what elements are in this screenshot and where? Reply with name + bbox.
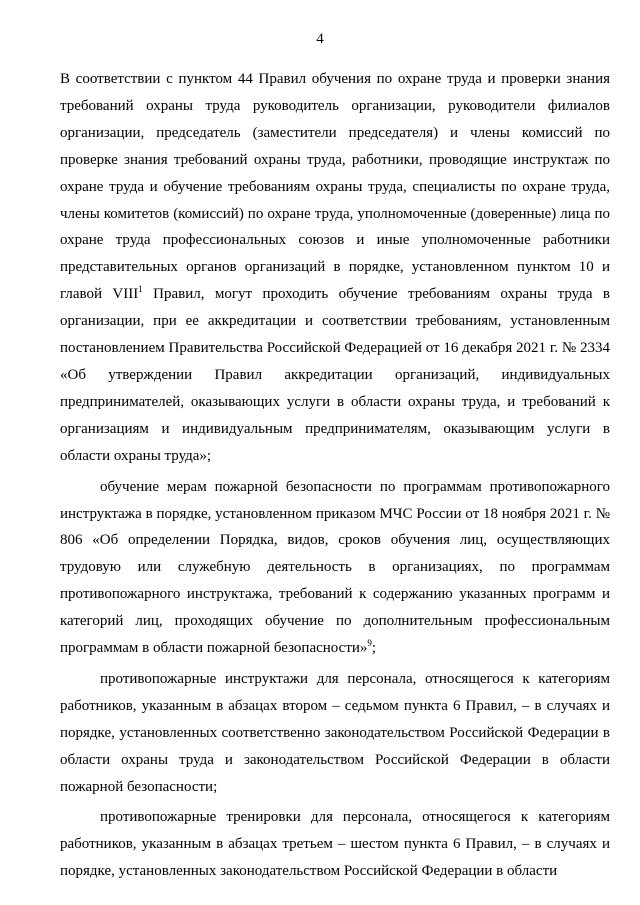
paragraph-text: В соответствии с пунктом 44 Правил обучения по охране труда и проверки знания требований охраны труда руководитель организации, руководители филиалов организации, председатель (заместители председателя) и члены комиссий по проверке знания требований охраны труда, работники, проводящие инструктаж по охране труда и обучение требованиям охраны труда, специалисты по охране труда, члены комитетов (комиссий) по охране труда, уполномоченные (доверенные) лица по охране труда профессиональных союзов и иные уполномоченные работники представительных органов организаций в порядке, установленном пунктом 10 и главой VIII xyxy=(60,71,610,303)
paragraph-text: обучение мерам пожарной безопасности по программам противопожарного инструктажа в порядке, установленном приказом МЧС России от 18 ноября 2021 г. № 806 «Об определении Порядка, видов, сроков обучения лиц, осуществляющих трудовую или служебную деятельность в организациях, по программам противопожарного инструктажа, требований к содержанию указанных программ и категорий лиц, проходящих обучение по дополнительным профессиональным программам в области пожарной безопасности» xyxy=(60,478,610,657)
paragraph-text: Правил, могут проходить обучение требованиям охраны труда в организации, при ее аккредитации и соответствии требованиям, установленным постановлением Правительства Российской Федерацией от 16 декабря 2021 г. № 2334 «Об утверждении Правил аккредитации организаций, индивидуальных предпринимателей, оказывающих услуги в области охраны труда, и требований к организациям и индивидуальным предпринимателям, оказывающим услуги в области охраны труда»; xyxy=(60,286,611,464)
document-body xyxy=(60,66,610,885)
paragraph-text: противопожарные инструктажи для персонала, относящегося к категориям работников, указанным в абзацах втором – седьмом пункта 6 Правил, – в случаях и порядке, установленных соответственно законодательством Российской Федерации в области охраны труда и законодательством Российской Федерации в области пожарной безопасности; xyxy=(60,670,610,795)
paragraph-4 xyxy=(60,804,610,885)
footnote-ref: 1 xyxy=(138,284,143,295)
paragraph-text: ; xyxy=(371,640,377,657)
paragraph-3 xyxy=(60,666,610,801)
paragraph-2 xyxy=(60,474,610,662)
page-number: 4 xyxy=(316,31,324,47)
paragraph-text: противопожарные тренировки для персонала, относящегося к категориям работников, указанным в абзацах третьем – шестом пункта 6 Правил, – в случаях и порядке, установленных законодательством Российской Федерации в области xyxy=(60,809,610,880)
footnote-ref: 9 xyxy=(367,638,372,649)
paragraph-1 xyxy=(60,66,610,470)
